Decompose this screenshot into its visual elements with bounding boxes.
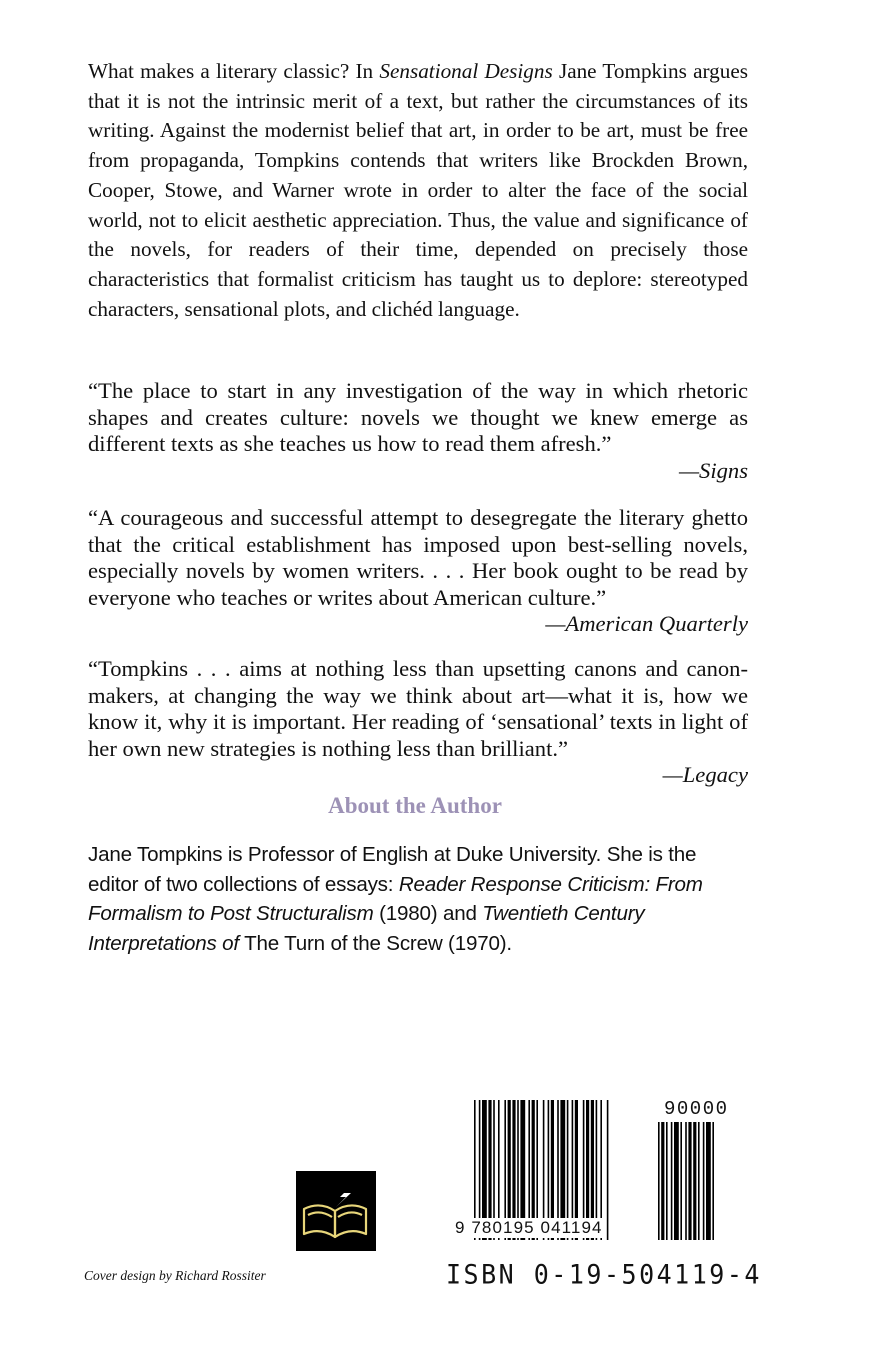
quote-text: “A courageous and successful attempt to desegregate the literary ghetto that the critical establishment has imposed upon best-selling novels, especially novels by women writers. . . . Her book ought to be read by everyone who teaches or writes about American culture.” — [88, 505, 748, 610]
about-author-heading: About the Author — [328, 793, 502, 818]
addon-bar — [703, 1122, 705, 1240]
book-title-2: Twentieth Century Interpretations of — [88, 902, 645, 955]
open-book-lightning-icon — [296, 1171, 376, 1251]
quote-text: “Tompkins . . . aims at nothing less than upsetting canons and canon-makers, at changing the way we think about art—what it is, how we know it, why it is important. Her reading of ‘sensational’ texts in light of her own new strategies is nothing less than brilliant.” — [88, 656, 748, 761]
addon-bar — [661, 1122, 664, 1240]
isbn-number: ISBN 0-19-504119-4 — [446, 1259, 762, 1290]
book-title-1: Reader Response Criticism: From Formalism to Post Structuralism — [88, 872, 703, 925]
addon-bar — [685, 1122, 687, 1240]
addon-bar — [680, 1122, 682, 1240]
addon-bar — [688, 1122, 691, 1240]
review-quote-american-quarterly — [88, 505, 748, 638]
quote-source: —American Quarterly — [545, 611, 748, 636]
addon-bar — [674, 1122, 679, 1240]
cover-credit: Cover design by Richard Rossiter — [84, 1268, 266, 1283]
addon-bar — [658, 1122, 660, 1240]
book-title: Sensational Designs — [379, 59, 553, 83]
addon-bar — [666, 1122, 668, 1240]
quote-source: —Signs — [678, 457, 748, 483]
addon-number: 90000 — [664, 1098, 729, 1120]
author-bio: Jane Tompkins is Professor of English at Duke University. She is the editor of two collections of essays: Reader Response Criticism: From Formalism to Post Structuralism (1980) and Twentieth Century Interpretations of The Turn of the Screw (1970). — [88, 843, 703, 955]
ean-number: 9 780195 041194 — [455, 1218, 603, 1237]
addon-bar — [706, 1122, 711, 1240]
review-quote-signs — [88, 378, 748, 484]
quote-text: “The place to start in any investigation of the way in which rhetoric shapes and creates culture: novels we thought we knew emerge as different texts as she teaches us how to read them afresh.” — [88, 378, 748, 456]
quote-source: —Legacy — [662, 762, 748, 787]
addon-bar — [671, 1122, 673, 1240]
description-paragraph: What makes a literary classic? In Sensational Designs Jane Tompkins argues that it is not the intrinsic merit of a text, but rather the circumstances of its writing. Against the modernist belief that art, in order to be art, must be free from propaganda, Tompkins contends that writers like Brockden Brown, Cooper, Stowe, and Warner wrote in order to alter the face of the social world, not to elicit aesthetic appreciation. Thus, the value and significance of the novels, for readers of their time, depended on precisely those characteristics that formalist criticism has taught us to deplore: stereotyped characters, sensational plots, and clichéd language. — [88, 59, 748, 321]
addon-bar — [712, 1122, 714, 1240]
addon-bar — [698, 1122, 700, 1240]
barcode-bar — [607, 1100, 609, 1240]
review-quote-legacy — [88, 656, 748, 789]
addon-bar — [693, 1122, 696, 1240]
